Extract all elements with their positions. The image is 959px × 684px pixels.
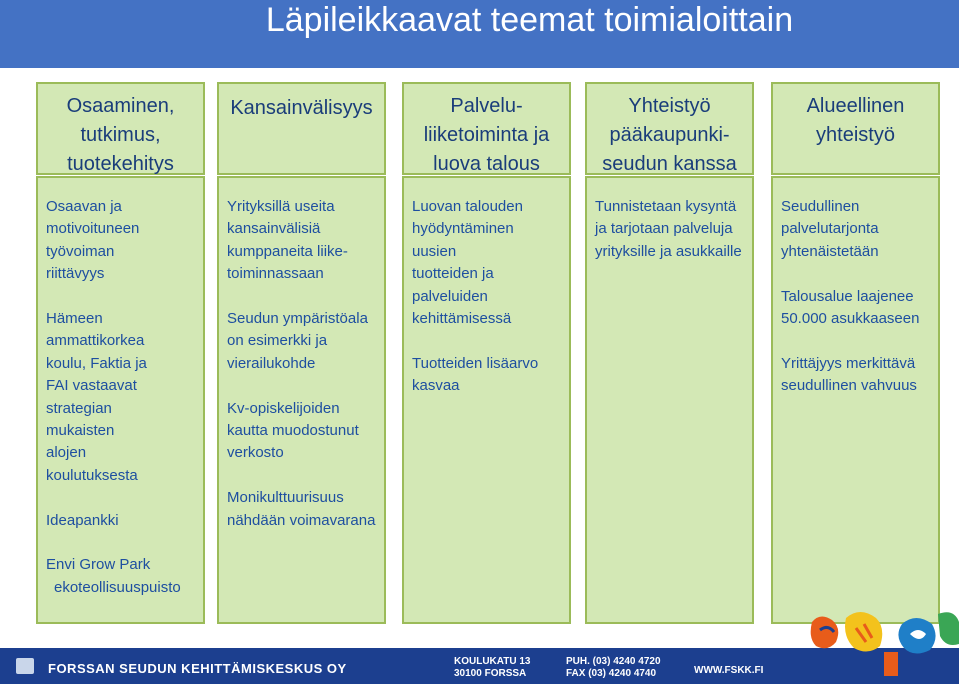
title-bar: [0, 0, 959, 68]
column-body-kansainvalisyys: [217, 176, 386, 624]
column-body-alueellinen-yhteistyo: [771, 176, 940, 624]
column-heading-kansainvalisyys: Kansainvälisyys: [217, 82, 386, 175]
footer-address: [454, 656, 530, 680]
column-text: Tuotteiden lisäarvo kasvaa: [412, 354, 539, 395]
column-text: Osaavan ja motivoituneen työvoiman riittävyys: [46, 198, 140, 283]
footer-address-line: KOULUKATU 13: [454, 656, 531, 667]
column-body-yhteistyo-paakaupunkiseutu: [585, 176, 754, 624]
column-text: Ideapankki: [46, 511, 119, 529]
page-title: Läpileikkaavat teemat toimialoittain: [265, 1, 794, 39]
column-text: Kv-opiskelijoiden kautta muodostunut verkosto: [227, 399, 359, 462]
footer-contact: [566, 656, 661, 680]
column-text: Seudullinen palvelutarjonta yhtenäistetään: [781, 198, 879, 260]
column-text: Tunnistetaan kysyntä ja tarjotaan palveluja yrityksille ja asukkaille: [595, 198, 742, 260]
column-heading-palveluliiketoiminta: Palvelu- liiketoiminta ja luova talous: [402, 82, 571, 175]
footer-mark-icon: [16, 658, 34, 674]
column-heading-osaaminen: Osaaminen, tutkimus, tuotekehitys: [36, 82, 205, 175]
footer-phone: PUH. (03) 4240 4720: [566, 656, 661, 667]
footer-website-link[interactable]: WWW.FSKK.FI: [694, 665, 764, 676]
column-text: Luovan talouden hyödyntäminen uusien tuotteiden ja palveluiden kehittämisessä: [412, 198, 523, 328]
column-text: Yrittäjyys merkittävä seudullinen vahvuus: [781, 354, 917, 395]
column-text: Hämeen ammattikorkea koulu, Faktia ja FAI vastaavat strategian mukaisten alojen koulutuksesta: [46, 310, 147, 484]
column-body-osaaminen: [36, 176, 205, 624]
footer-fax: FAX (03) 4240 4740: [566, 668, 657, 679]
column-text: Monikulttuurisuus nähdään voimavarana: [227, 489, 376, 529]
column-body-palveluliiketoiminta: [402, 176, 571, 624]
column-text: Envi Grow Park: [46, 556, 151, 574]
column-heading-alueellinen-yhteistyo: Alueellinen yhteistyö: [771, 82, 940, 175]
column-text: Seudun ympäristöala on esimerkki ja vierailukohde: [227, 310, 368, 372]
column-text: ekoteollisuuspuisto: [54, 578, 181, 596]
footer-address-line: 30100 FORSSA: [454, 668, 527, 679]
column-text: Yrityksillä useita kansainvälisiä kumppaneita liike- toiminnassaan: [227, 198, 348, 283]
column-text: Talousalue laajenee 50.000 asukkaaseen: [781, 287, 920, 328]
footer-organization: FORSSAN SEUDUN KEHITTÄMISKESKUS OY: [48, 661, 347, 676]
column-heading-yhteistyo-paakaupunkiseutu: Yhteistyö pääkaupunki- seudun kanssa: [585, 82, 754, 175]
regional-logo-icon: [806, 608, 959, 684]
